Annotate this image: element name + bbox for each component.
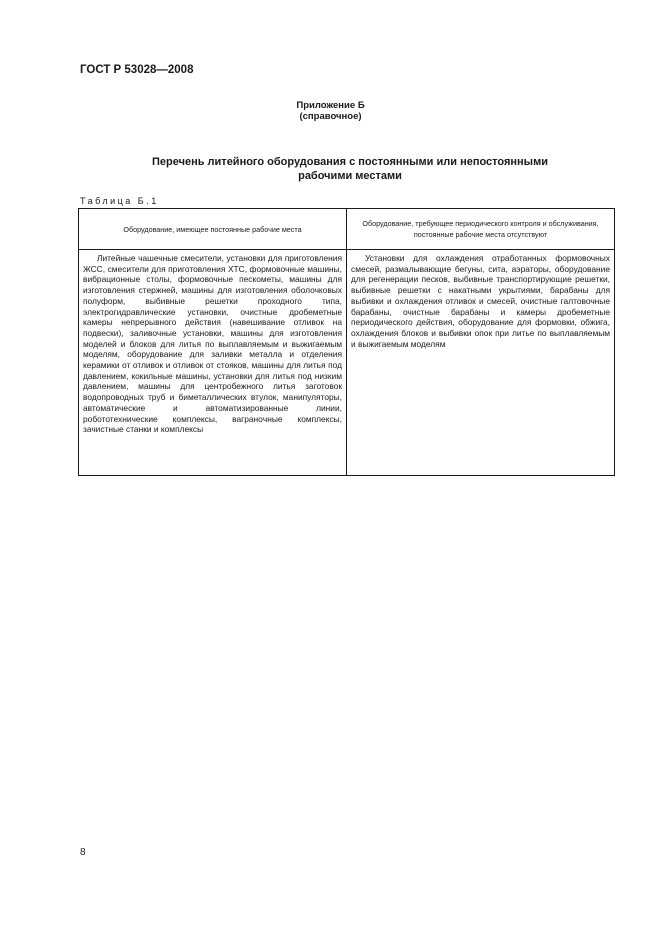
document-code: ГОСТ Р 53028—2008 xyxy=(80,64,194,76)
col2-header: Оборудование, требующее периодического контроля и обслуживания, постоянные рабочие места отсутствуют xyxy=(362,219,599,239)
table-header-row xyxy=(79,209,615,250)
appendix-type: (справочное) xyxy=(299,111,362,122)
page-number: 8 xyxy=(80,847,86,858)
appendix-heading xyxy=(0,100,661,122)
appendix-title xyxy=(100,155,600,183)
col1-header-cell xyxy=(79,209,347,250)
table-caption: Таблица Б.1 xyxy=(80,196,159,206)
col2-body: Установки для охлаждения отработанных формовочных смесей, размалывающие бегуны, сита, аэраторы, оборудование для регенерации песков, выбивные транспортирующие решетки, выбивные решетки с накатными укрытиями, барабаны для выбивки и охлаждения отливок и смесей, очистные галтовочные барабаны, очистные барабаны и камеры дробеметные периодического действия, оборудование для формовки, обжига, охлаждения блоков и выбивки опок при литье по выплавляемым и выжигаемым моделям xyxy=(351,253,610,349)
col1-body-cell xyxy=(79,250,347,476)
table-row xyxy=(79,250,615,476)
appendix-title-line2: рабочими местами xyxy=(298,170,402,182)
col2-body-cell xyxy=(347,250,615,476)
col1-body: Литейные чашечные смесители, установки для приготовления ЖСС, смесители для приготовления ХТС, формовочные машины, вибрационные столы, формовочные пескометы, машины для изготовления стержней, машины для изготовления оболочковых полуформ, выбивные решетки проходного типа, электрогидравлические установки, очистные дробеметные камеры непрерывного действия (навешивание отливок на подвески), заливочные установки, машины для изготовления моделей и блоков для литья по выплавляемым и выжигаемым моделям, оборудование для заливки металла и отделения керамики от отливок и отливок от стояков, машины для литья под давлением, кокильные машины, установки для литья под низким давлением, машины для центробежного литья заготовок водопроводных труб и биметаллических втулок, манипуляторы, автоматические и автоматизированные линии, робототехнические комплексы, вагранoчные комплексы, зачистные станки и комплексы xyxy=(83,253,342,435)
col2-header-cell xyxy=(347,209,615,250)
col1-header: Оборудование, имеющее постоянные рабочие места xyxy=(123,224,302,234)
appendix-label: Приложение Б xyxy=(296,100,365,111)
appendix-title-line1: Перечень литейного оборудования с постоянными или непостоянными xyxy=(152,156,548,168)
equipment-table xyxy=(78,208,615,476)
